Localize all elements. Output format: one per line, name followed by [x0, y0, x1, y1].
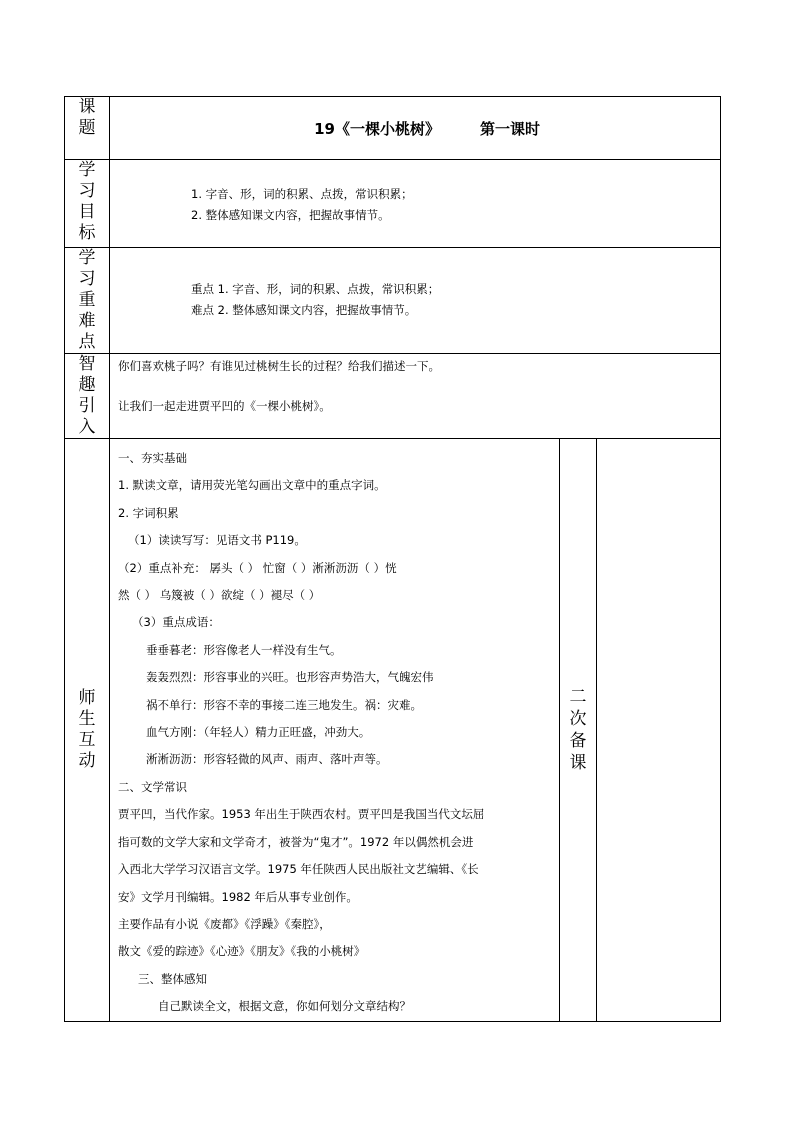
interaction-label-char: 师 [78, 688, 96, 708]
lesson-number: 19 [314, 119, 335, 138]
secondary-prep-char: 次 [569, 709, 587, 729]
secondary-prep-char: 课 [569, 753, 587, 773]
idiom-line: 轰轰烈烈：形容事业的兴旺。也形容声势浩大，气魄宏伟 [146, 670, 434, 685]
idiom-line: 血气方刚：（年轻人）精力正旺盛，冲劲大。 [146, 725, 371, 740]
content-line: 1. 默读文章，请用荧光笔勾画出文章中的重点字词。 [118, 478, 386, 493]
content-line: 散文《爱的踪迹》《心迹》《朋友》《我的小桃树》 [118, 944, 366, 959]
title-row [65, 97, 721, 160]
content-line: 2. 字词积累 [118, 505, 179, 520]
content-line: （2）重点补充： 孱头（ ） 忙窗（ ）淅淅沥沥（ ）恍 [118, 560, 397, 575]
content-line: 安》文学月刊编辑。1982 年后从事专业创作。 [118, 889, 358, 904]
intro-line: 你们喜欢桃子吗？有谁见过桃树生长的过程？给我们描述一下。 [118, 359, 440, 373]
secondary-prep-char: 二 [569, 687, 587, 707]
content-line: 贾平凹，当代作家。1953 年出生于陕西农村。贾平凹是我国当代文坛屈 [118, 807, 485, 822]
goals-label-cell [65, 160, 110, 248]
difficult-point-line: 难点 2. 整体感知课文内容，把握故事情节。 [191, 303, 417, 317]
goals-content [110, 160, 721, 248]
intro-line: 让我们一起走进贾平凹的《一棵小桃树》。 [118, 399, 331, 413]
intro-label-cell [65, 354, 110, 439]
lesson-name: 《一棵小桃树》 [334, 119, 440, 138]
content-line: 然（ ） 乌篾被（ ）欲绽（ ）褪尽（ ） [118, 588, 321, 603]
key-points-label-char: 重 [78, 290, 96, 310]
intro-row [65, 354, 721, 439]
lesson-plan-table [64, 96, 721, 1022]
section-heading: 二、文学常识 [118, 779, 187, 794]
idiom-line: 淅淅沥沥：形容轻微的风声、雨声、落叶声等。 [146, 752, 388, 767]
key-points-content [110, 248, 721, 354]
goals-row [65, 160, 721, 248]
secondary-prep-notes-cell[interactable] [597, 439, 721, 1022]
lesson-period: 第一课时 [479, 119, 540, 138]
secondary-prep-label-cell [560, 439, 597, 1022]
content-line: 主要作品有小说《废都》《浮躁》《秦腔》， [118, 916, 331, 931]
key-point-line: 重点 1. 字音、形，词的积累、点拨，常识积累； [191, 282, 440, 296]
key-points-label-char: 难 [78, 311, 96, 331]
title-label-cell [65, 97, 110, 160]
interaction-label-char: 生 [78, 709, 96, 729]
title-label-char: 题 [78, 118, 96, 138]
interaction-row [65, 439, 721, 1022]
intro-label-char: 智 [78, 354, 96, 374]
section-heading: 三、整体感知 [138, 971, 207, 986]
key-points-label-char: 点 [78, 332, 96, 352]
content-line: 指可数的文学大家和文学奇才，被誉为“鬼才”。1972 年以偶然机会进 [118, 834, 474, 849]
secondary-prep-char: 备 [569, 731, 587, 751]
key-points-label-char: 学 [78, 248, 96, 268]
title-label-char: 课 [78, 97, 96, 117]
interaction-label-cell [65, 439, 110, 1022]
intro-label-char: 入 [78, 417, 96, 437]
goals-label-char: 标 [78, 223, 96, 243]
content-line: （1）读读写写：见语文书 P119。 [128, 533, 306, 548]
key-points-label-char: 习 [78, 269, 96, 289]
intro-content [110, 354, 721, 439]
goals-label-char: 目 [78, 202, 96, 222]
goals-label-char: 习 [78, 181, 96, 201]
intro-label-char: 引 [78, 396, 96, 416]
goals-label-char: 学 [78, 160, 96, 180]
content-line: 自己默读全文，根据文意，你如何划分文章结构？ [158, 999, 411, 1014]
idiom-line: 垂垂暮老：形容像老人一样没有生气。 [146, 642, 342, 657]
key-points-row [65, 248, 721, 354]
section-heading: 一、夯实基础 [118, 451, 187, 465]
intro-label-char: 趣 [78, 375, 96, 395]
interaction-label-char: 动 [78, 751, 96, 771]
key-points-label-cell [65, 248, 110, 354]
idiom-line: 祸不单行：形容不幸的事接二连三地发生。祸：灾难。 [146, 697, 422, 712]
interaction-label-char: 互 [78, 730, 96, 750]
content-line: （3）重点成语： [132, 615, 220, 630]
goal-line: 1. 字音、形，词的积累、点拨，常识积累； [191, 187, 413, 201]
lesson-title [314, 120, 540, 138]
interaction-content [110, 439, 560, 1022]
goal-line: 2. 整体感知课文内容，把握故事情节。 [191, 208, 390, 222]
title-cell [110, 97, 721, 160]
content-line: 入西北大学学习汉语言文学。1975 年任陕西人民出版社文艺编辑、《长 [118, 862, 479, 877]
